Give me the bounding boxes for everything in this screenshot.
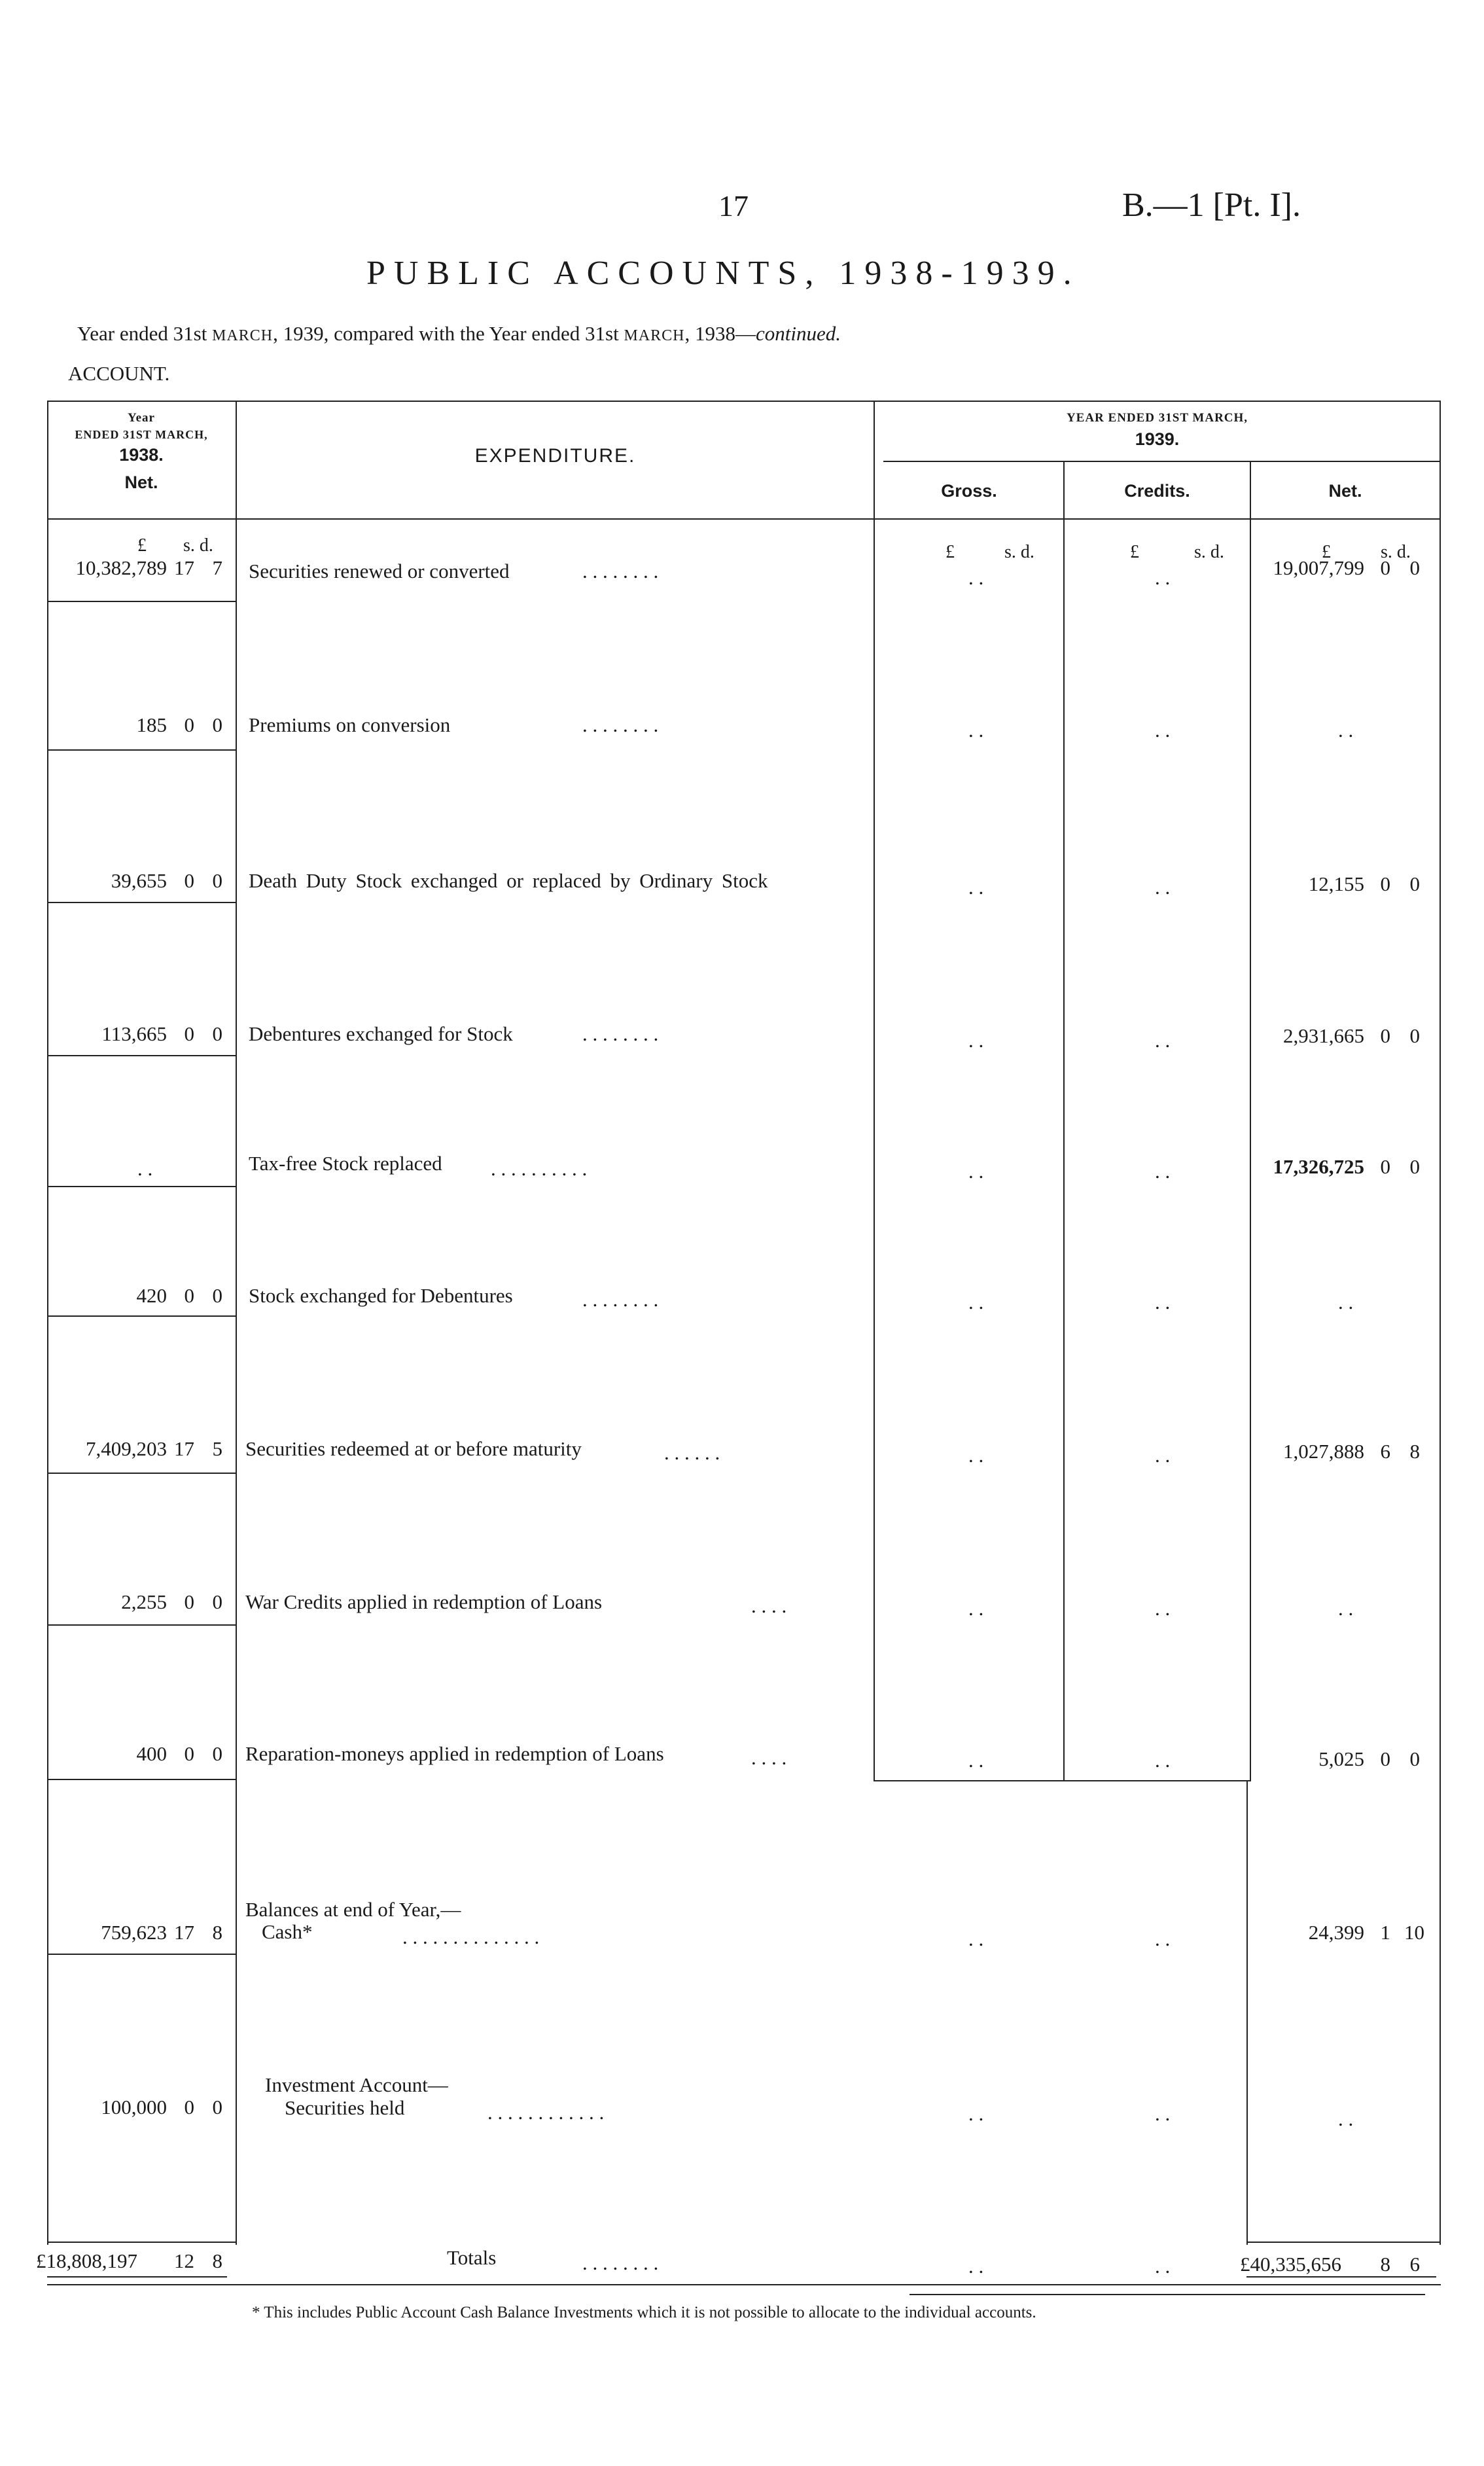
gross-value: . . [968,1029,984,1052]
net-amount: 1,027,888 [1283,1440,1364,1463]
cash-label: Cash* [262,1920,313,1943]
net-amount: . . [1338,2107,1354,2130]
net-amount: 19,007,799 [1273,556,1364,579]
row-label: Debentures exchanged for Stock [249,1022,513,1045]
prior-amount: . . [137,1157,153,1180]
credits-col-rule [1250,461,1251,1781]
credits-value: . . [1155,1927,1171,1950]
row-label: Death Duty Stock exchanged or replaced by Ordinary Stock [249,869,768,892]
leader-dots: . . . . . . [664,1441,720,1464]
net-shillings: 1 [1380,1921,1390,1944]
credits-header: Credits. [1124,481,1190,501]
prior-sd-unit: s. d. [183,535,213,556]
prior-pence: 8 [212,1921,222,1944]
prior-shillings: 0 [184,1284,194,1307]
prior-pence: 0 [212,1742,222,1765]
credits-sd-unit: s. d. [1194,542,1224,562]
investment-heading: Investment Account— [265,2073,448,2096]
expenditure-header: EXPENDITURE. [474,445,636,467]
credits-total: . . [1155,2255,1171,2278]
prior-col-rule [236,401,237,2245]
credits-value: . . [1155,1291,1171,1313]
prior-pence: 0 [212,1284,222,1307]
subtitle-mid: , 1939, compared with the Year ended 31st [273,322,619,345]
prior-amount: 185 [136,713,167,736]
prior-shillings: 0 [184,713,194,736]
expenditure-col-rule [874,401,875,1781]
row-rule [47,902,236,903]
totals-label: Totals [447,2246,497,2269]
credits-value: . . [1155,1160,1171,1183]
gross-header: Gross. [941,481,997,501]
subtitle-month-2: MARCH [624,327,685,344]
net-amount: 12,155 [1308,872,1364,895]
net-amount: 17,326,725 [1273,1155,1364,1178]
net-shillings: 0 [1380,1024,1390,1047]
gross-value: . . [968,876,984,899]
row-rule [47,1186,236,1187]
prior-pound-unit: £ [137,535,147,556]
net-pence: 0 [1409,872,1420,895]
net-total-double-rule [1246,2276,1436,2278]
credits-value: . . [1155,876,1171,899]
net-total-shillings: 8 [1380,2253,1390,2276]
credits-pound-unit: £ [1130,542,1139,562]
prior-header-line2: ENDED 31ST MARCH, [75,428,208,441]
document-reference: B.—1 [Pt. I]. [1122,187,1301,224]
table-bottom-rule-2 [910,2294,1425,2295]
credits-value: . . [1155,566,1171,589]
account-label: ACCOUNT. [68,362,170,385]
prior-shillings: 0 [184,2096,194,2118]
prior-pence: 0 [212,1022,222,1045]
prior-pence: 0 [212,1590,222,1613]
row-label: Reparation-moneys applied in redemption of Loans [245,1742,664,1765]
table-top-rule [47,401,1441,402]
subtitle-continued: continued. [756,322,841,345]
prior-amount: 100,000 [101,2096,167,2118]
detail-bottom-rule [874,1780,1250,1781]
net-pence: 0 [1409,1155,1420,1178]
investment-label: Securities held [285,2096,405,2119]
prior-shillings: 0 [184,1590,194,1613]
current-header-line1: YEAR ENDED 31ST MARCH, [1066,411,1248,425]
gross-value: . . [968,1927,984,1950]
gross-value: . . [968,566,984,589]
prior-header-net: Net. [124,473,158,492]
prior-pence: 7 [212,556,222,579]
subtitle-month-1: MARCH [212,327,274,344]
prior-header-line1: Year [128,411,155,425]
prior-shillings: 0 [184,869,194,892]
row-rule [47,1624,236,1626]
prior-pence: 0 [212,2096,222,2118]
page-number: 17 [718,189,749,223]
header-bottom-rule [47,518,1441,520]
prior-amount: 7,409,203 [86,1437,167,1460]
net-amount: . . [1338,719,1354,742]
prior-amount: 2,255 [121,1590,167,1613]
net-amount: 5,025 [1318,1747,1364,1770]
net-total: £40,335,656 [1240,2253,1341,2276]
row-label: War Credits applied in redemption of Loans [245,1590,603,1613]
prior-shillings: 17 [174,1921,194,1944]
prior-pence: 0 [212,713,222,736]
row-label: Securities redeemed at or before maturity [245,1437,582,1460]
row-label: Tax-free Stock replaced [249,1152,442,1175]
right-border [1440,401,1441,2245]
net-shillings: 6 [1380,1440,1390,1463]
row-rule [47,1315,236,1317]
prior-header-year: 1938. [119,445,164,465]
gross-col-rule [1063,461,1065,1781]
balances-heading: Balances at end of Year,— [245,1898,461,1921]
net-total-pence: 6 [1409,2253,1420,2276]
row-rule [47,1954,236,1955]
prior-total-pence: 8 [212,2249,222,2272]
credits-value: . . [1155,1749,1171,1772]
credits-value: . . [1155,1597,1171,1620]
prior-total: £18,808,197 [36,2249,137,2272]
current-header-year: 1939. [1135,429,1180,449]
prior-total-shillings: 12 [174,2249,194,2272]
row-rule [47,601,236,602]
row-label: Securities renewed or converted [249,560,510,582]
footnote: * This includes Public Account Cash Balance Investments which it is not possible to allocate to the individual accounts. [252,2304,1036,2321]
subtitle [77,322,841,346]
leader-dots: . . . . . . . . [582,560,659,582]
credits-value: . . [1155,2102,1171,2125]
credits-value: . . [1155,1029,1171,1052]
prior-shillings: 17 [174,556,194,579]
gross-value: . . [968,1291,984,1313]
totals-top-rule [47,2242,236,2243]
net-shillings: 0 [1380,1155,1390,1178]
net-pence: 0 [1409,1747,1420,1770]
prior-pence: 5 [212,1437,222,1460]
leader-dots: . . . . . . . . . . [491,1157,588,1180]
prior-shillings: 0 [184,1022,194,1045]
prior-amount: 420 [136,1284,167,1307]
prior-pence: 0 [212,869,222,892]
gross-value: . . [968,1160,984,1183]
net-pence: 8 [1409,1440,1420,1463]
net-pence: 10 [1404,1921,1424,1944]
leader-dots: . . . . . . . . [582,713,659,736]
subtitle-year: , 1938— [684,322,756,345]
prior-total-double-rule [47,2276,227,2278]
prior-amount: 759,623 [101,1921,167,1944]
gross-pound-unit: £ [945,542,955,562]
net-amount: . . [1338,1291,1354,1313]
prior-amount: 113,665 [101,1022,167,1045]
gross-value: . . [968,1444,984,1467]
net-amount: . . [1338,1597,1354,1620]
gross-sd-unit: s. d. [1004,542,1034,562]
net-header: Net. [1328,481,1362,501]
gross-total: . . [968,2255,984,2278]
prior-amount: 10,382,789 [75,556,167,579]
row-rule [47,1055,236,1056]
net-sd-unit: s. d. [1381,542,1411,562]
net-shillings: 0 [1380,556,1390,579]
leader-dots: . . . . . . . . [582,1022,659,1045]
net-amount: 24,399 [1308,1921,1364,1944]
prior-shillings: 0 [184,1742,194,1765]
totals-net-top-rule [1246,2242,1441,2243]
gross-value: . . [968,2102,984,2125]
leader-dots: . . . . . . . . . . . . [487,2101,605,2124]
net-pound-unit: £ [1322,542,1331,562]
prior-amount: 400 [136,1742,167,1765]
credits-value: . . [1155,719,1171,742]
net-shillings: 0 [1380,872,1390,895]
credits-value: . . [1155,1444,1171,1467]
prior-amount: 39,655 [111,869,167,892]
row-rule [47,1473,236,1474]
page-title: PUBLIC ACCOUNTS, 1938-1939. [366,255,1080,292]
gross-value: . . [968,719,984,742]
net-pence: 0 [1409,556,1420,579]
row-rule [47,749,236,751]
leader-dots: . . . . . . . . . . . . . . [402,1925,540,1948]
leader-dots: . . . . [751,1746,787,1769]
gross-value: . . [968,1597,984,1620]
leader-dots: . . . . . . . . [582,2251,659,2274]
subheader-rule [883,461,1441,462]
net-shillings: 0 [1380,1747,1390,1770]
net-pence: 0 [1409,1024,1420,1047]
row-label: Stock exchanged for Debentures [249,1284,513,1307]
gross-value: . . [968,1749,984,1772]
left-border [47,401,48,2245]
subtitle-prefix: Year ended 31st [77,322,207,345]
net-amount: 2,931,665 [1283,1024,1364,1047]
leader-dots: . . . . [751,1594,787,1617]
table-bottom-rule [47,2284,1441,2285]
row-label: Premiums on conversion [249,713,451,736]
credits-col-rule-lower [1246,1780,1248,2245]
prior-shillings: 17 [174,1437,194,1460]
leader-dots: . . . . . . . . [582,1288,659,1311]
row-rule [47,1779,236,1780]
